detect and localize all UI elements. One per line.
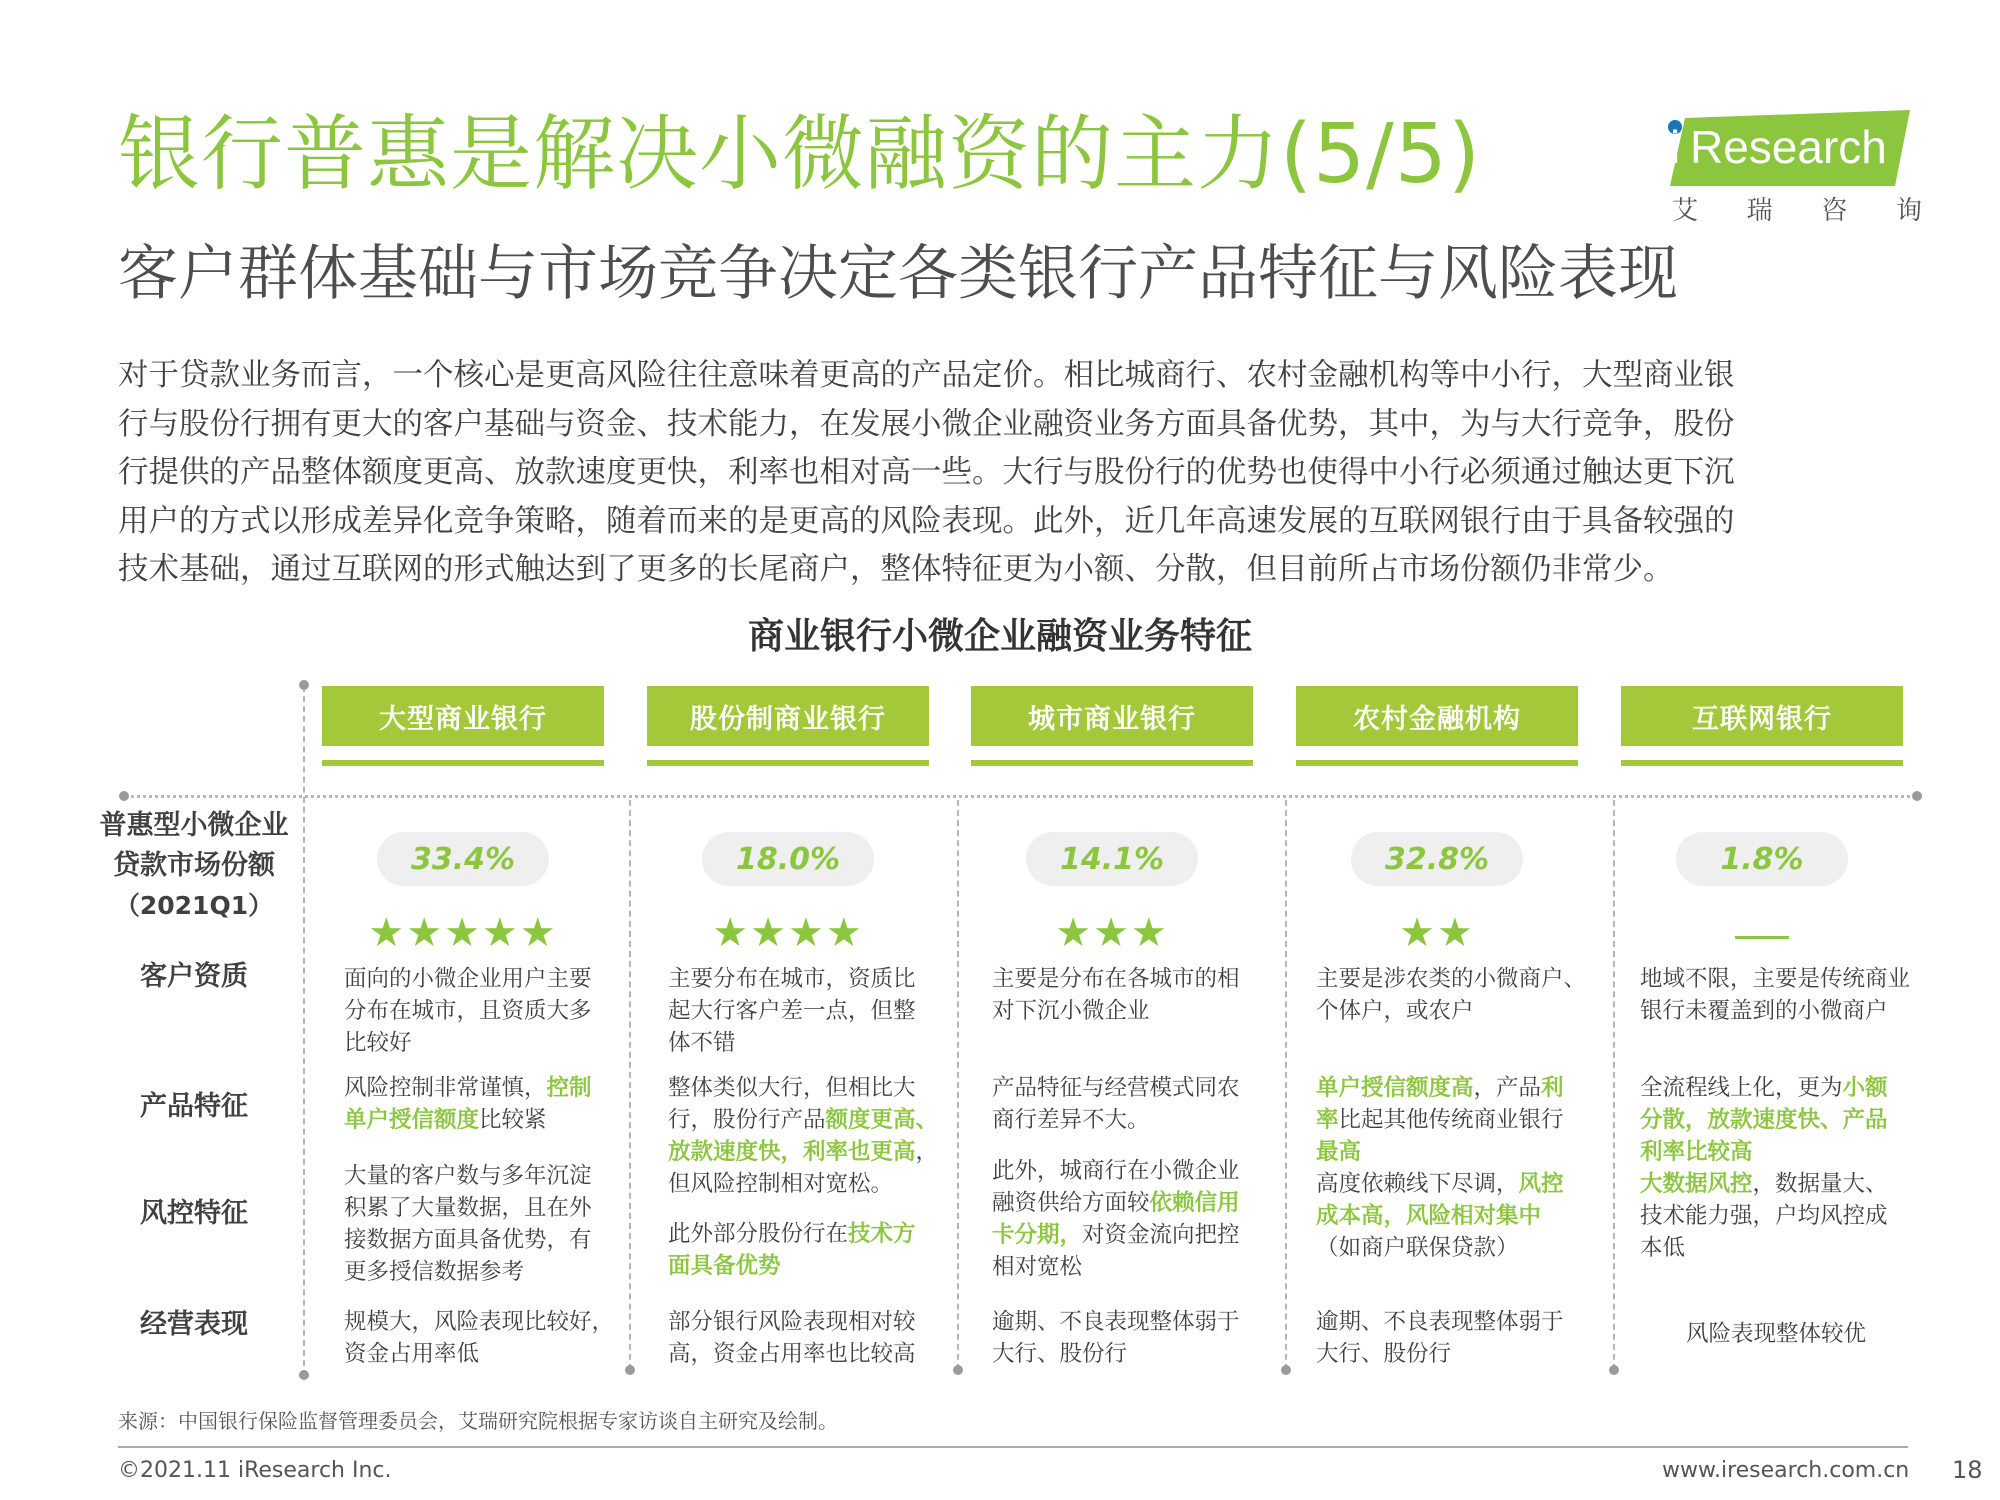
logo-wordmark: Research [1690,121,1887,173]
cell-line [1640,1232,1912,1264]
cell-text: 高度依赖线下尽调， [1316,1171,1519,1197]
divider-end-dot [299,1370,309,1380]
column-divider [1613,800,1615,1370]
cell-text: 整体类似大行，但相比大 [668,1075,916,1101]
performance-cell [1316,1306,1588,1370]
highlight-text: 单户授信额度高 [1316,1075,1474,1101]
cell-line [1640,1200,1912,1232]
performance-cell [1640,1318,1912,1350]
highlight-text: 放款速度快，利率也更高 [668,1139,916,1165]
cell-line [1640,1168,1912,1200]
column-header-underline [971,760,1253,766]
star-rating: ★★★★ [712,910,864,956]
column-header-2: 股份制商业银行 [647,686,929,746]
customer-quality-cell [1640,963,1912,1027]
cell-line: 风险表现整体较优 [1685,1321,1866,1347]
cell-text: 接数据方面具备优势，有 [344,1227,592,1253]
intro-line: 行与股份行拥有更大的客户基础与资金、技术能力，在发展小微企业融资业务方面具备优势，其中，为与大行竞争，股份 [118,406,1735,442]
intro-line: 对于贷款业务而言，一个核心是更高风险往往意味着更高的产品定价。相比城商行、农村金融机构等中小行，大型商业银 [118,358,1735,393]
column-header-3: 城市商业银行 [971,686,1253,746]
star-rating: ★★★★★ [368,910,558,956]
risk-control-cell [992,1155,1264,1283]
cell-text: 大量的客户数与多年沉淀 [344,1163,592,1189]
cell-line: 主要是涉农类的小微商户、 [1316,966,1587,992]
logo-letter-i: i [1670,121,1681,173]
column-header-underline [1296,760,1578,766]
cell-line [344,1104,616,1136]
highlight-text: 额度更高、 [825,1107,939,1133]
cell-line [992,1251,1264,1283]
cell-line: 对下沉小微企业 [992,998,1150,1024]
table-header-divider [124,795,1918,798]
cell-text: 行，股份行产品 [668,1107,826,1133]
risk-control-cell [1640,1168,1912,1264]
highlight-text: 成本高，风险相对集中 [1316,1203,1542,1229]
cell-text: 商行差异不大。 [992,1107,1150,1133]
cell-text: 但风险控制相对宽松。 [668,1171,894,1197]
product-features-cell [344,1072,616,1136]
divider-end-dot [1609,1365,1619,1375]
highlight-text: 卡分期， [992,1222,1083,1248]
divider-end-dot [953,1365,963,1375]
risk-control-cell [344,1160,616,1288]
cell-line: 规模大，风险表现比较好， [344,1309,615,1335]
performance-cell [344,1306,616,1370]
logo-chinese-name [1672,190,1922,227]
cell-line: 面向的小微企业用户主要 [344,966,592,992]
column-divider [629,800,631,1370]
risk-control-cell [668,1218,940,1282]
cell-line: 个体户，或农户 [1316,998,1474,1024]
product-features-cell [668,1072,940,1200]
cell-text: 技术能力强，户均风控成 [1640,1203,1888,1229]
cell-line: 分布在城市，且资质大多 [344,998,592,1024]
cell-text: 更多授信数据参考 [344,1259,525,1285]
row-label-product-features: 产品特征 [140,1091,248,1122]
row-label-line: 贷款市场份额 [113,850,275,881]
cell-text: 比起其他传统商业银行 [1338,1107,1564,1133]
cell-line [668,1250,940,1282]
cell-text: 此外，城商行在小微企业 [992,1158,1240,1184]
page-title: 银行普惠是解决小微融资的主力(5/5) [118,107,1481,202]
star-rating: ★★★ [1055,910,1169,956]
cell-line [344,1160,616,1192]
cell-text: 风险控制非常谨慎， [344,1075,547,1101]
divider-end-dot [119,791,129,801]
cell-line [344,1192,616,1224]
divider-end-dot [625,1365,635,1375]
cell-line: 高，资金占用率也比较高 [668,1341,916,1367]
cell-text: 本低 [1640,1235,1686,1261]
source-note: 来源：中国银行保险监督管理委员会，艾瑞研究院根据专家访谈自主研究及绘制。 [118,1409,838,1433]
cell-line [344,1256,616,1288]
logo-cn-char: 艾 [1672,196,1699,226]
row-label-customer-quality: 客户资质 [140,961,248,992]
row-label-line: （2021Q1） [114,891,274,920]
cell-line [992,1155,1264,1187]
cell-line [668,1072,940,1104]
cell-text: 融资供给方面较 [992,1190,1150,1216]
highlight-text: 控制 [546,1075,592,1101]
website-link[interactable]: www.iresearch.com.cn [1662,1458,1910,1483]
highlight-text: 利 [1541,1075,1564,1101]
highlight-text: 最高 [1316,1139,1362,1165]
cell-line: 比较好 [344,1030,412,1056]
cell-line [1316,1072,1588,1104]
customer-quality-cell [1316,963,1588,1027]
product-features-cell [1316,1072,1588,1168]
row-label-line: 普惠型小微企业 [99,810,289,841]
cell-line: 逾期、不良表现整体弱于 [992,1309,1240,1335]
cell-line: 地域不限，主要是传统商业 [1640,966,1911,992]
highlight-text: 单户授信额度 [344,1107,480,1133]
market-share-badge: 32.8% [1351,832,1523,886]
column-header-underline [1621,760,1903,766]
performance-cell [992,1306,1264,1370]
product-features-cell [992,1072,1264,1136]
market-share-badge: 14.1% [1026,832,1198,886]
cell-line: 部分银行风险表现相对较 [668,1309,916,1335]
customer-quality-cell [992,963,1264,1027]
customer-quality-cell [668,963,940,1059]
cell-line [992,1072,1264,1104]
cell-text: 比较紧 [479,1107,547,1133]
divider-end-dot [1912,791,1922,801]
cell-line [668,1168,940,1200]
column-header-underline [322,760,604,766]
cell-text: 此外部分股份行在 [668,1221,849,1247]
highlight-text: 分散，放款速度快、产品 [1640,1107,1888,1133]
row-label-market-share [86,806,302,926]
star-rating: ★★ [1399,910,1475,956]
cell-line: 大行、股份行 [1316,1341,1452,1367]
cell-text: 相对宽松 [992,1254,1083,1280]
page-number: 18 [1952,1456,1983,1484]
cell-line: 体不错 [668,1030,736,1056]
cell-line [1316,1232,1588,1264]
no-rating-dash [1735,936,1789,939]
cell-line: 主要是分布在各城市的相 [992,966,1240,992]
cell-line [668,1136,940,1168]
intro-line: 行提供的产品整体额度更高、放款速度更快，利率也相对高一些。大行与股份行的优势也使得中小行必须通过触达更下沉 [118,455,1735,490]
intro-line: 用户的方式以形成差异化竞争策略，随着而来的是更高的风险表现。此外，近几年高速发展的互联网银行由于具备较强的 [118,503,1735,539]
cell-line: 主要分布在城市，资质比 [668,966,916,992]
cell-line: 银行未覆盖到的小微商户 [1640,998,1888,1024]
cell-line [1640,1072,1912,1104]
product-features-cell [1640,1072,1912,1168]
cell-text: 积累了大量数据，且在外 [344,1195,592,1221]
cell-line [668,1218,940,1250]
copyright: ©2021.11 iResearch Inc. [118,1458,392,1483]
highlight-text: 小额 [1842,1075,1888,1101]
column-divider [1285,800,1287,1370]
column-header-5: 互联网银行 [1621,686,1903,746]
cell-text: 全流程线上化，更为 [1640,1075,1843,1101]
performance-cell [668,1306,940,1370]
cell-line [668,1104,940,1136]
table-left-divider [303,686,305,1376]
cell-text: （如商户联保贷款） [1316,1235,1519,1261]
cell-line [1316,1168,1588,1200]
page-subtitle: 客户群体基础与市场竞争决定各类银行产品特征与风险表现 [118,239,1678,309]
row-label-risk-control: 风控特征 [140,1198,248,1229]
cell-text: 对资金流向把控 [1082,1222,1240,1248]
highlight-text: 利率比较高 [1640,1139,1753,1165]
cell-line [344,1072,616,1104]
cell-text: 产品特征与经营模式同农 [992,1075,1240,1101]
cell-text: ，产品 [1473,1075,1542,1101]
table-title: 商业银行小微企业融资业务特征 [747,616,1252,657]
cell-line [992,1219,1264,1251]
logo-cn-char: 咨 [1821,196,1848,226]
cell-line [344,1224,616,1256]
highlight-text: 技术方 [848,1221,916,1247]
divider-end-dot [299,680,309,690]
cell-line: 逾期、不良表现整体弱于 [1316,1309,1564,1335]
column-header-1: 大型商业银行 [322,686,604,746]
cell-line [1640,1136,1912,1168]
intro-line: 技术基础，通过互联网的形式触达到了更多的长尾商户，整体特征更为小额、分散，但目前所占市场份额仍非常少。 [118,552,1674,587]
market-share-badge: 18.0% [702,832,874,886]
highlight-text: 依赖信用 [1149,1190,1240,1216]
logo-cn-char: 询 [1895,196,1922,226]
column-divider [957,800,959,1370]
cell-line: 资金占用率低 [344,1341,480,1367]
logo-cn-char: 瑞 [1746,196,1773,226]
cell-text: ， [915,1139,939,1165]
cell-line: 大行、股份行 [992,1341,1128,1367]
divider-end-dot [1281,1365,1291,1375]
cell-text: ，数据量大、 [1752,1171,1888,1197]
row-label-performance: 经营表现 [140,1309,248,1340]
column-header-underline [647,760,929,766]
cell-line [1316,1200,1588,1232]
cell-line [992,1187,1264,1219]
cell-line [1640,1104,1912,1136]
column-header-4: 农村金融机构 [1296,686,1578,746]
cell-line [992,1104,1264,1136]
intro-paragraph [118,352,1908,595]
highlight-text: 面具备优势 [668,1253,781,1279]
highlight-text: 率 [1316,1107,1339,1133]
cell-line [1316,1104,1588,1136]
risk-control-cell [1316,1168,1588,1264]
market-share-badge: 1.8% [1676,832,1848,886]
footer-divider [118,1446,1908,1448]
customer-quality-cell [344,963,616,1059]
market-share-badge: 33.4% [377,832,549,886]
highlight-text: 风控 [1518,1171,1564,1197]
highlight-text: 大数据风控 [1640,1171,1753,1197]
cell-line [1316,1136,1588,1168]
cell-line: 起大行客户差一点，但整 [668,998,916,1024]
